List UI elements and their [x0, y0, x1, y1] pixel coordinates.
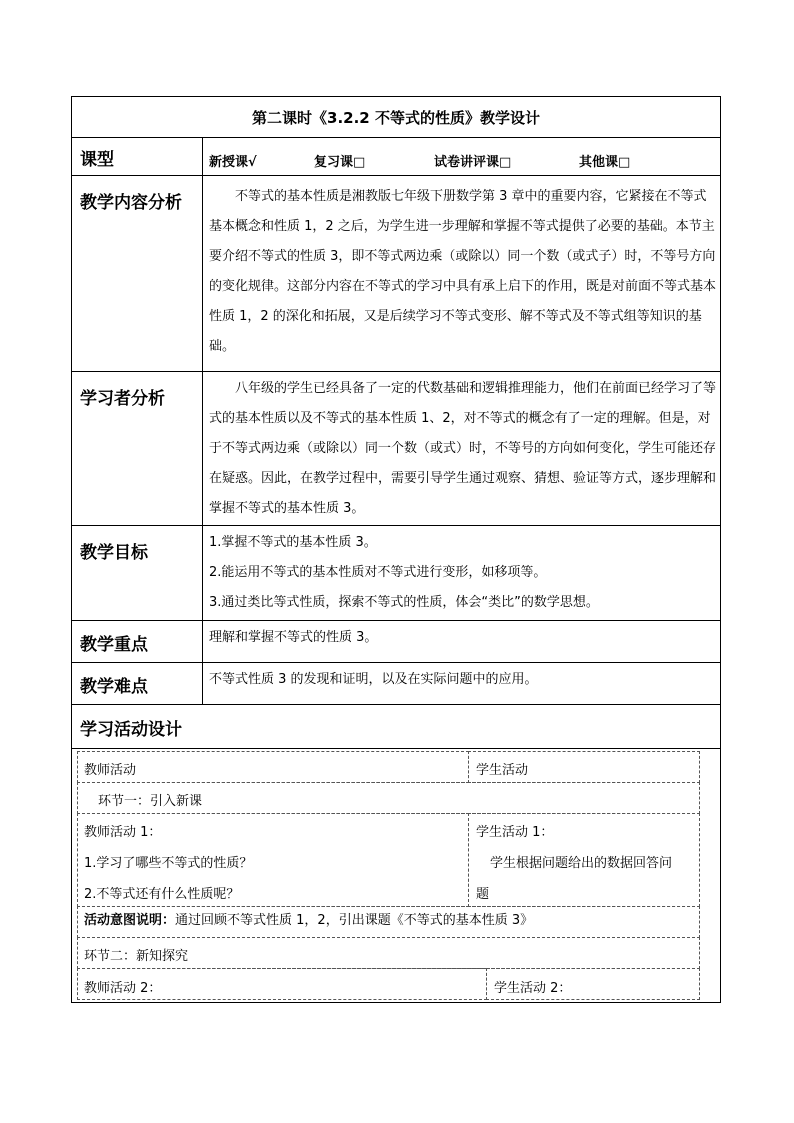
- teacher-activity1-title: 教师活动 1：: [84, 825, 162, 840]
- content-analysis-label: 教学内容分析: [72, 176, 203, 371]
- document-title: [71, 96, 721, 137]
- lesson-type-options: [203, 138, 720, 175]
- option-new-lesson: 新授课√: [209, 155, 257, 170]
- teacher-activity1-question: 2.不等式还有什么性质呢？: [84, 887, 240, 902]
- stage1-label: 环节一：引入新课: [98, 794, 203, 809]
- student-activity1-text: 题: [476, 887, 490, 902]
- student-activity2-title: 学生活动 2：: [494, 981, 572, 996]
- stage2-label: 环节二：新知探究: [84, 949, 189, 964]
- content-analysis-text: 不等式的基本性质是湘教版七年级下册数学第 3 章中的重要内容，它紧接在不等式基本概念和性质 1，2 之后，为学生进一步理解和掌握不等式提供了必要的基础。本节主要介绍不等式的性质 3，即不等式两边乘（或除以）同一个数（或式子）时，不等号方向的变化规律。这部分内容在不等式的学习中具有承上启下的作用，既是对前面不等式基本性质 1，2 的深化和拓展，又是后续学习不等式变形、解不等式及不等式组等知识的基础。: [209, 189, 717, 354]
- objectives-label: 教学目标: [72, 526, 203, 620]
- option-test-review-lesson: 试卷讲评课□: [434, 155, 512, 170]
- activity-design-heading-row: [71, 704, 721, 748]
- title-text: 第二课时《3.2.2 不等式的性质》教学设计: [252, 108, 540, 127]
- content-analysis-cell: [203, 176, 720, 371]
- option-review-lesson: 复习课□: [314, 155, 366, 170]
- difficulty-row: [71, 662, 721, 704]
- intent-text: 通过回顾不等式性质 1，2，引出课题《不等式的基本性质 3》: [175, 913, 534, 928]
- lesson-type-row: [71, 137, 721, 175]
- difficulty-label: 教学难点: [72, 663, 203, 704]
- objectives-row: [71, 525, 721, 620]
- learner-analysis-cell: [203, 372, 720, 525]
- activity-design-region: [71, 748, 721, 1003]
- key-point-row: [71, 620, 721, 662]
- objective-item: 1.掌握不等式的基本性质 3。: [209, 535, 377, 550]
- teacher-activity1-question: 1.学习了哪些不等式的性质？: [84, 856, 253, 871]
- intent-statement: [84, 909, 533, 928]
- learner-analysis-label: 学习者分析: [72, 372, 203, 525]
- content-analysis-row: [71, 175, 721, 371]
- teacher-header: 教师活动: [84, 763, 137, 778]
- student-activity1-text: 学生根据问题给出的数据回答问: [490, 856, 673, 871]
- objective-item: 2.能运用不等式的基本性质对不等式进行变形，如移项等。: [209, 565, 547, 580]
- learner-analysis-row: [71, 371, 721, 525]
- student-header: 学生活动: [476, 763, 529, 778]
- key-point-cell: [203, 621, 720, 662]
- intent-label: 活动意图说明：: [84, 913, 176, 928]
- difficulty-text: 不等式性质 3 的发现和证明，以及在实际问题中的应用。: [209, 672, 538, 687]
- key-point-text: 理解和掌握不等式的性质 3。: [209, 630, 378, 645]
- lesson-type-label: 课型: [72, 138, 203, 175]
- objectives-cell: [203, 526, 720, 620]
- key-point-label: 教学重点: [72, 621, 203, 662]
- difficulty-cell: [203, 663, 720, 704]
- objective-item: 3.通过类比等式性质，探索不等式的性质，体会“类比”的数学思想。: [209, 595, 599, 610]
- option-other-lesson: 其他课□: [579, 155, 631, 170]
- student-activity1-title: 学生活动 1：: [476, 825, 554, 840]
- learner-analysis-text: 八年级的学生已经具备了一定的代数基础和逻辑推理能力，他们在前面已经学习了等式的基本性质以及不等式的基本性质 1、2，对不等式的概念有了一定的理解。但是，对于不等式两边乘（或除以）同一个数（或式）时，不等号的方向如何变化，学生可能还存在疑惑。因此，在教学过程中，需要引导学生通过观察、猜想、验证等方式，逐步理解和掌握不等式的基本性质 3。: [209, 381, 717, 516]
- activity-design-heading: 学习活动设计: [80, 720, 182, 740]
- teacher-activity2-title: 教师活动 2：: [84, 981, 162, 996]
